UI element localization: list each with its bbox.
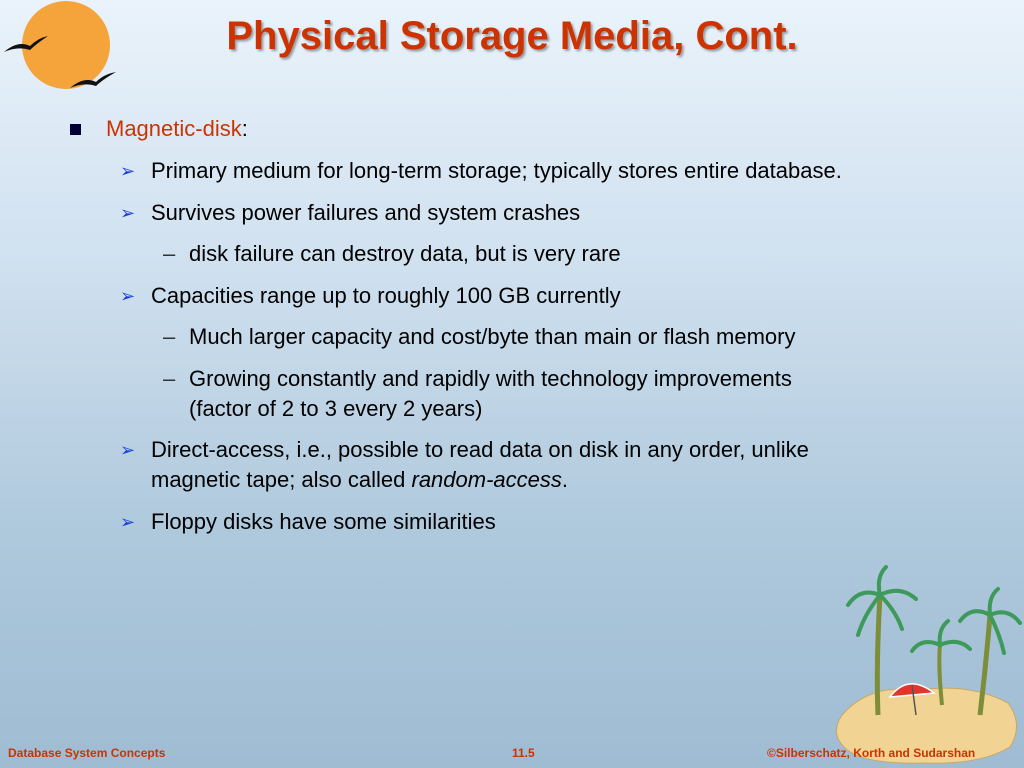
palm-trunk-icon bbox=[939, 645, 942, 705]
list-item: – Much larger capacity and cost/byte than main or flash memory bbox=[189, 322, 796, 352]
footer-right: ©Silberschatz, Korth and Sudarshan bbox=[767, 746, 976, 760]
footer-center: 11.5 bbox=[512, 746, 535, 760]
list-item: – Growing constantly and rapidly with technology improvements (factor of 2 to 3 every 2 years) bbox=[163, 366, 792, 421]
palm-leaves-icon bbox=[848, 567, 1020, 653]
arrow-bullet-icon: ➢ bbox=[120, 161, 136, 181]
section-label: Magnetic-disk bbox=[106, 116, 242, 141]
arrow-bullet-icon: ➢ bbox=[120, 512, 136, 532]
list-item: – disk failure can destroy data, but is very rare bbox=[189, 239, 621, 269]
emphasis-text: random-access bbox=[411, 467, 562, 492]
list-item: ➢ Floppy disks have some similarities bbox=[151, 507, 496, 537]
dash-bullet-icon: – bbox=[163, 366, 176, 391]
arrow-bullet-icon: ➢ bbox=[120, 440, 136, 460]
list-item: ➢ Survives power failures and system crashes bbox=[151, 198, 580, 228]
section-suffix: : bbox=[241, 116, 248, 141]
list-item: ➢ Capacities range up to roughly 100 GB currently bbox=[151, 281, 621, 311]
arrow-bullet-icon: ➢ bbox=[120, 203, 136, 223]
dash-bullet-icon: – bbox=[163, 241, 176, 266]
dash-bullet-icon: – bbox=[163, 324, 176, 349]
page-title: Physical Storage Media, Cont. bbox=[226, 14, 798, 58]
list-item: ➢ Primary medium for long-term storage; typically stores entire database. bbox=[151, 156, 842, 186]
palm-trunk-icon bbox=[877, 595, 880, 715]
arrow-bullet-icon: ➢ bbox=[120, 286, 136, 306]
island-illustration bbox=[830, 565, 1024, 768]
footer-left: Database System Concepts bbox=[8, 746, 166, 760]
list-item: ➢ Direct-access, i.e., possible to read data on disk in any order, unlike magnetic tape; also called random-access. bbox=[120, 437, 809, 492]
square-bullet-icon bbox=[70, 124, 81, 135]
